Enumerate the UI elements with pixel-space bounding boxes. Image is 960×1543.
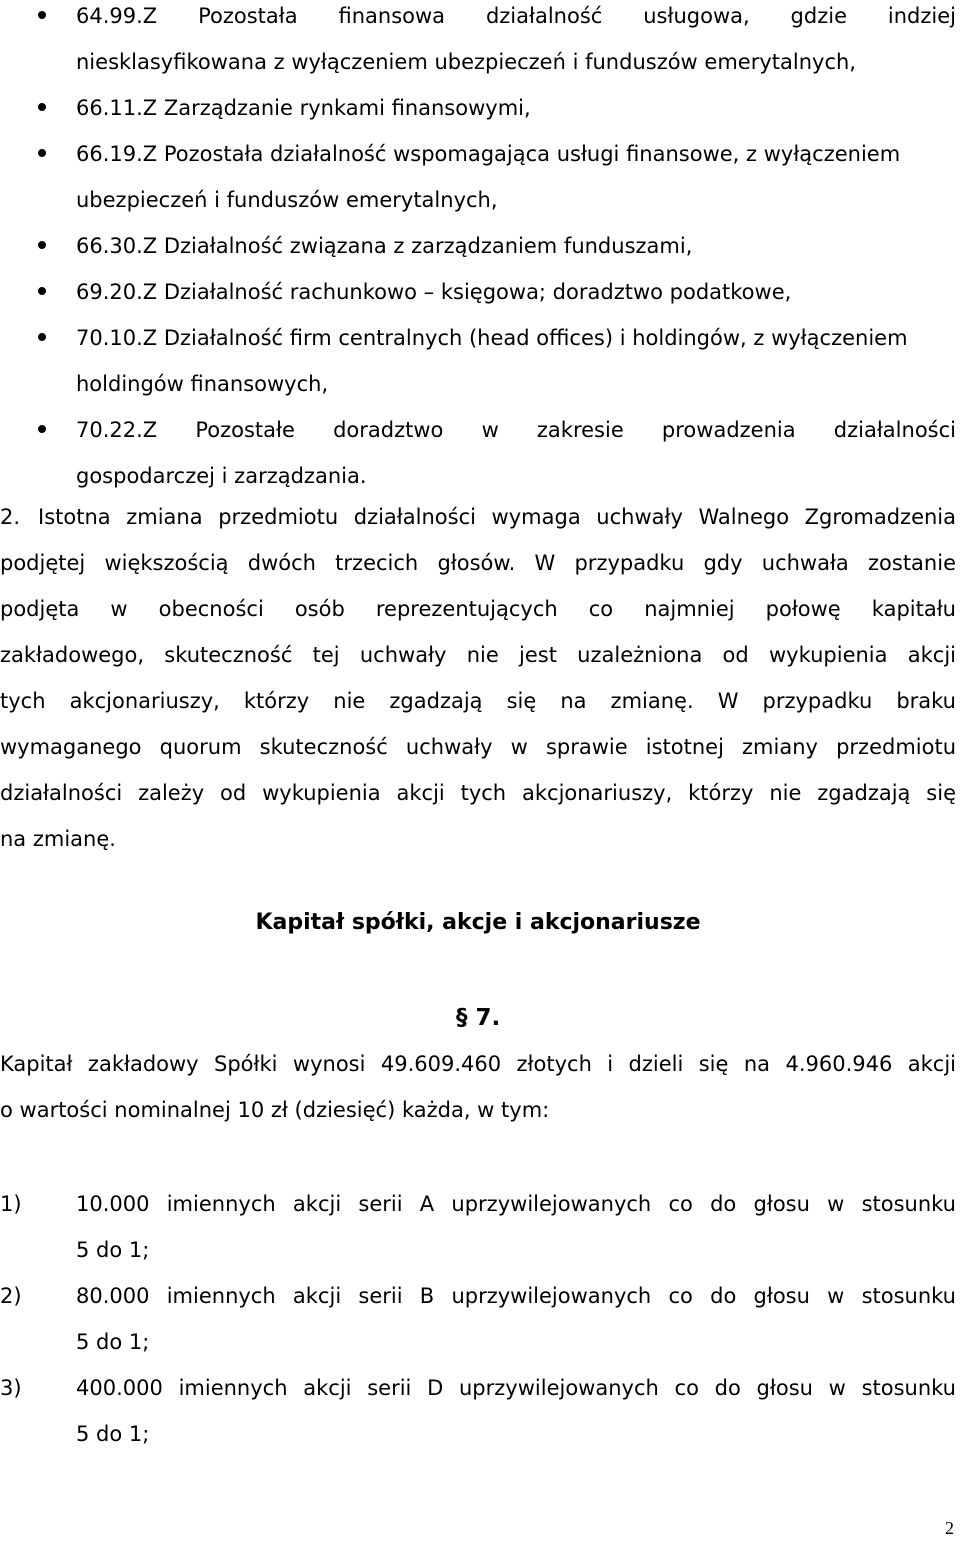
capital-paragraph (0, 1041, 956, 1133)
list-item-line: 10.000 imiennych akcji serii A uprzywilejowanych co do głosu w stosunku (76, 1192, 956, 1216)
list-item (38, 269, 956, 315)
list-item (0, 1181, 956, 1273)
list-item-line: 400.000 imiennych akcji serii D uprzywilejowanych co do głosu w stosunku (76, 1376, 956, 1400)
list-item (38, 131, 956, 223)
list-item-line: 5 do 1; (76, 1330, 150, 1354)
list-item (38, 407, 956, 499)
list-item-number: 3) (0, 1376, 22, 1400)
list-item (38, 0, 956, 85)
list-item (38, 315, 956, 407)
list-item-line: 80.000 imiennych akcji serii B uprzywilejowanych co do głosu w stosunku (76, 1284, 956, 1308)
paragraph-number: § 7. (456, 1005, 501, 1031)
paragraph-line: wymaganego quorum skuteczność uchwały w sprawie istotnej zmiany przedmiotu (0, 735, 956, 759)
list-item-text (76, 1365, 956, 1457)
list-item-line: 70.10.Z Działalność firm centralnych (head offices) i holdingów, z wyłączeniem (76, 326, 908, 350)
list-item-line: gospodarczej i zarządzania. (76, 464, 367, 488)
list-item-number: 1) (0, 1192, 22, 1216)
list-item-line: 5 do 1; (76, 1238, 150, 1262)
list-item-number: 2) (0, 1284, 22, 1308)
point-2-continuation (0, 540, 956, 862)
paragraph-line: o wartości nominalnej 10 zł (dziesięć) każda, w tym: (0, 1098, 550, 1122)
list-item (38, 223, 956, 269)
list-item-line: 66.30.Z Działalność związana z zarządzaniem funduszami, (76, 234, 693, 258)
point-number: 2. (0, 505, 21, 529)
list-item-text (76, 1181, 956, 1273)
paragraph-line: Kapitał zakładowy Spółki wynosi 49.609.460 złotych i dzieli się na 4.960.946 akcji (0, 1052, 956, 1076)
paragraph-line: podjętej większością dwóch trzecich głosów. W przypadku gdy uchwała zostanie (0, 551, 956, 575)
list-item-line: 70.22.Z Pozostałe doradztwo w zakresie prowadzenia działalności (76, 418, 956, 442)
paragraph-line: na zmianę. (0, 827, 116, 851)
list-item-line: 5 do 1; (76, 1422, 150, 1446)
list-item-line: ubezpieczeń i funduszów emerytalnych, (76, 188, 498, 212)
list-item (38, 85, 956, 131)
share-series-list (0, 1181, 956, 1457)
paragraph-line: działalności zależy od wykupienia akcji tych akcjonariuszy, którzy nie zgadzają się (0, 781, 956, 805)
paragraph-line: Istotna zmiana przedmiotu działalności wymaga uchwały Walnego Zgromadzenia (38, 505, 956, 529)
point-2-body (38, 494, 956, 540)
list-item-line: 64.99.Z Pozostała finansowa działalność usługowa, gdzie indziej (76, 4, 956, 28)
list-item (0, 1365, 956, 1457)
section-title: Kapitał spółki, akcje i akcjonariusze (255, 910, 701, 935)
paragraph-line: zakładowego, skuteczność tej uchwały nie jest uzależniona od wykupienia akcji (0, 643, 956, 667)
activity-code-list (38, 0, 956, 499)
list-item-line: 66.11.Z Zarządzanie rynkami finansowymi, (76, 96, 531, 120)
list-item-text (76, 1273, 956, 1365)
paragraph-line: podjęta w obecności osób reprezentujących co najmniej połowę kapitału (0, 597, 956, 621)
list-item-line: niesklasyfikowana z wyłączeniem ubezpieczeń i funduszów emerytalnych, (76, 50, 856, 74)
list-item-line: 69.20.Z Działalność rachunkowo – księgowa; doradztwo podatkowe, (76, 280, 792, 304)
list-item-line: 66.19.Z Pozostała działalność wspomagająca usługi finansowe, z wyłączeniem (76, 142, 901, 166)
list-item (0, 1273, 956, 1365)
point-2 (0, 494, 956, 862)
page-number: 2 (945, 1518, 954, 1538)
list-item-line: holdingów finansowych, (76, 372, 329, 396)
paragraph-line: tych akcjonariuszy, którzy nie zgadzają się na zmianę. W przypadku braku (0, 689, 956, 713)
